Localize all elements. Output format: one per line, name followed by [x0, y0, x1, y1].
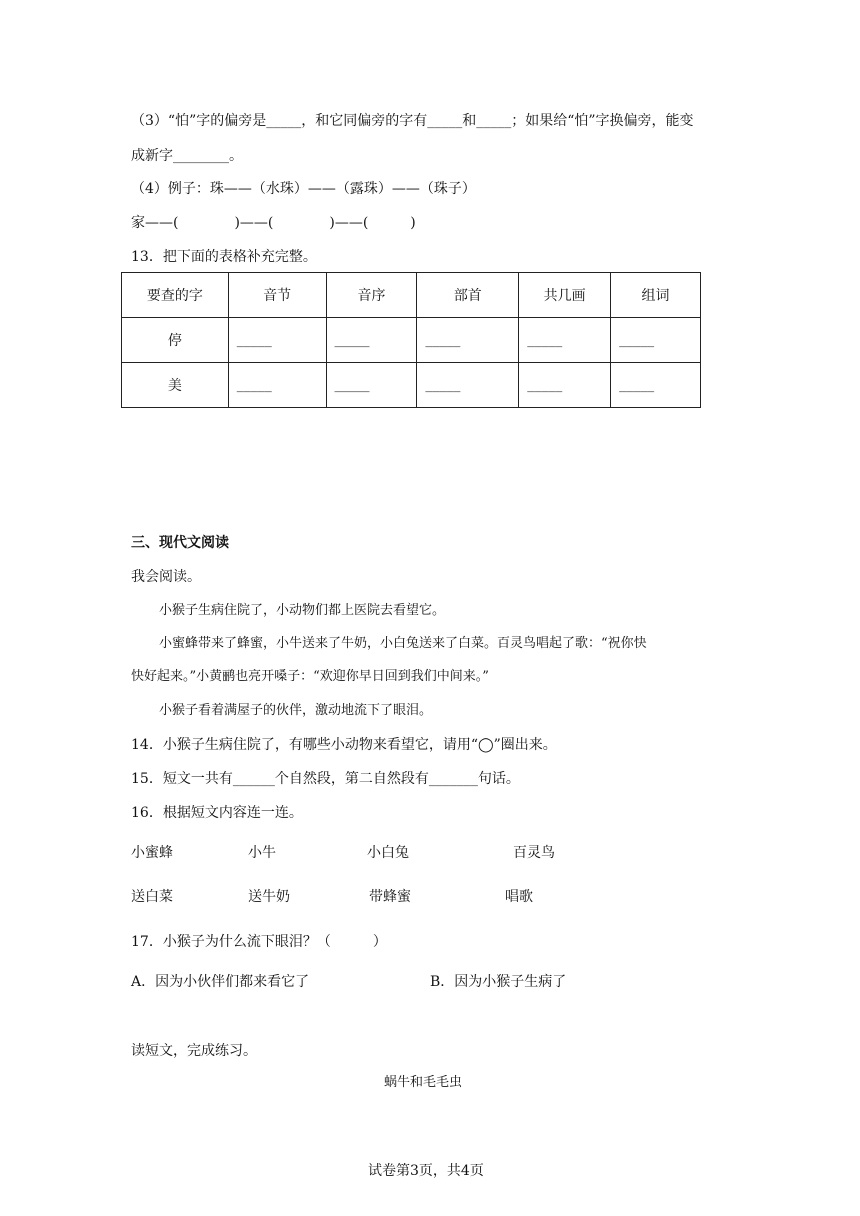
q17-option-a[interactable]: A．因为小伙伴们都来看它了	[131, 974, 310, 990]
story2-title: 蜗牛和毛毛虫	[384, 1075, 463, 1090]
blank-cell[interactable]: _____	[611, 363, 701, 408]
match-top-item[interactable]: 小牛	[248, 845, 276, 861]
reading2-intro: 读短文，完成练习。	[131, 1043, 257, 1059]
q16-prompt: 16．根据短文内容连一连。	[131, 805, 303, 821]
q12-4-line1: （4）例子：珠——（水珠）——（露珠）——（珠子）	[131, 181, 476, 197]
q15-prompt: 15．短文一共有______个自然段，第二自然段有_______句话。	[131, 771, 520, 787]
passage-paragraph-3: 小猴子看着满屋子的伙伴，激动地流下了眼泪。	[159, 703, 433, 718]
table-header-row	[122, 273, 701, 318]
table-char-cell: 美	[122, 363, 229, 408]
table-header: 共几画	[519, 273, 611, 318]
table-header: 要查的字	[122, 273, 229, 318]
match-top-item[interactable]: 百灵鸟	[513, 845, 555, 861]
section3-title: 三、现代文阅读	[131, 535, 229, 551]
q14-prompt: 14．小猴子生病住院了，有哪些小动物来看望它，请用“◯”圈出来。	[131, 737, 557, 753]
fill-table	[121, 272, 701, 408]
table-row	[122, 363, 701, 408]
q12-4-line2: 家——( )——( )——( )	[131, 215, 416, 231]
table-row	[122, 318, 701, 363]
blank-cell[interactable]: _____	[228, 318, 326, 363]
q12-3-line1: （3）“怕”字的偏旁是_____，和它同偏旁的字有_____和_____；如果给“怕”字换偏旁，能变	[131, 113, 694, 129]
passage-paragraph-2-line1: 小蜜蜂带来了蜂蜜，小牛送来了牛奶，小白兔送来了白菜。百灵鸟唱起了歌：“祝你快	[159, 636, 647, 651]
match-bottom-item[interactable]: 带蜂蜜	[369, 889, 411, 905]
blank-cell[interactable]: _____	[326, 363, 417, 408]
q17-prompt: 17．小猴子为什么流下眼泪？（ ）	[131, 934, 387, 950]
q12-3-line2: 成新字________。	[131, 148, 243, 164]
match-bottom-item[interactable]: 送白菜	[131, 889, 173, 905]
match-bottom-item[interactable]: 唱歌	[505, 889, 533, 905]
table-header: 音序	[326, 273, 417, 318]
blank-cell[interactable]: _____	[417, 363, 519, 408]
table-header: 音节	[228, 273, 326, 318]
table-char-cell: 停	[122, 318, 229, 363]
blank-cell[interactable]: _____	[417, 318, 519, 363]
match-top-item[interactable]: 小蜜蜂	[131, 845, 173, 861]
blank-cell[interactable]: _____	[611, 318, 701, 363]
blank-cell[interactable]: _____	[519, 318, 611, 363]
reading-intro: 我会阅读。	[131, 569, 201, 585]
table-header: 部首	[417, 273, 519, 318]
blank-cell[interactable]: _____	[519, 363, 611, 408]
q13-prompt: 13．把下面的表格补充完整。	[131, 249, 317, 265]
passage-paragraph-2-line2: 快好起来。”小黄鹂也亮开嗓子：“欢迎你早日回到我们中间来。”	[131, 669, 489, 684]
match-bottom-item[interactable]: 送牛奶	[248, 889, 290, 905]
passage-paragraph-1: 小猴子生病住院了，小动物们都上医院去看望它。	[159, 603, 446, 618]
table-header: 组词	[611, 273, 701, 318]
page-footer: 试卷第3页，共4页	[368, 1163, 484, 1179]
blank-cell[interactable]: _____	[326, 318, 417, 363]
blank-cell[interactable]: _____	[228, 363, 326, 408]
match-top-item[interactable]: 小白兔	[367, 845, 409, 861]
q17-option-b[interactable]: B．因为小猴子生病了	[430, 974, 567, 990]
